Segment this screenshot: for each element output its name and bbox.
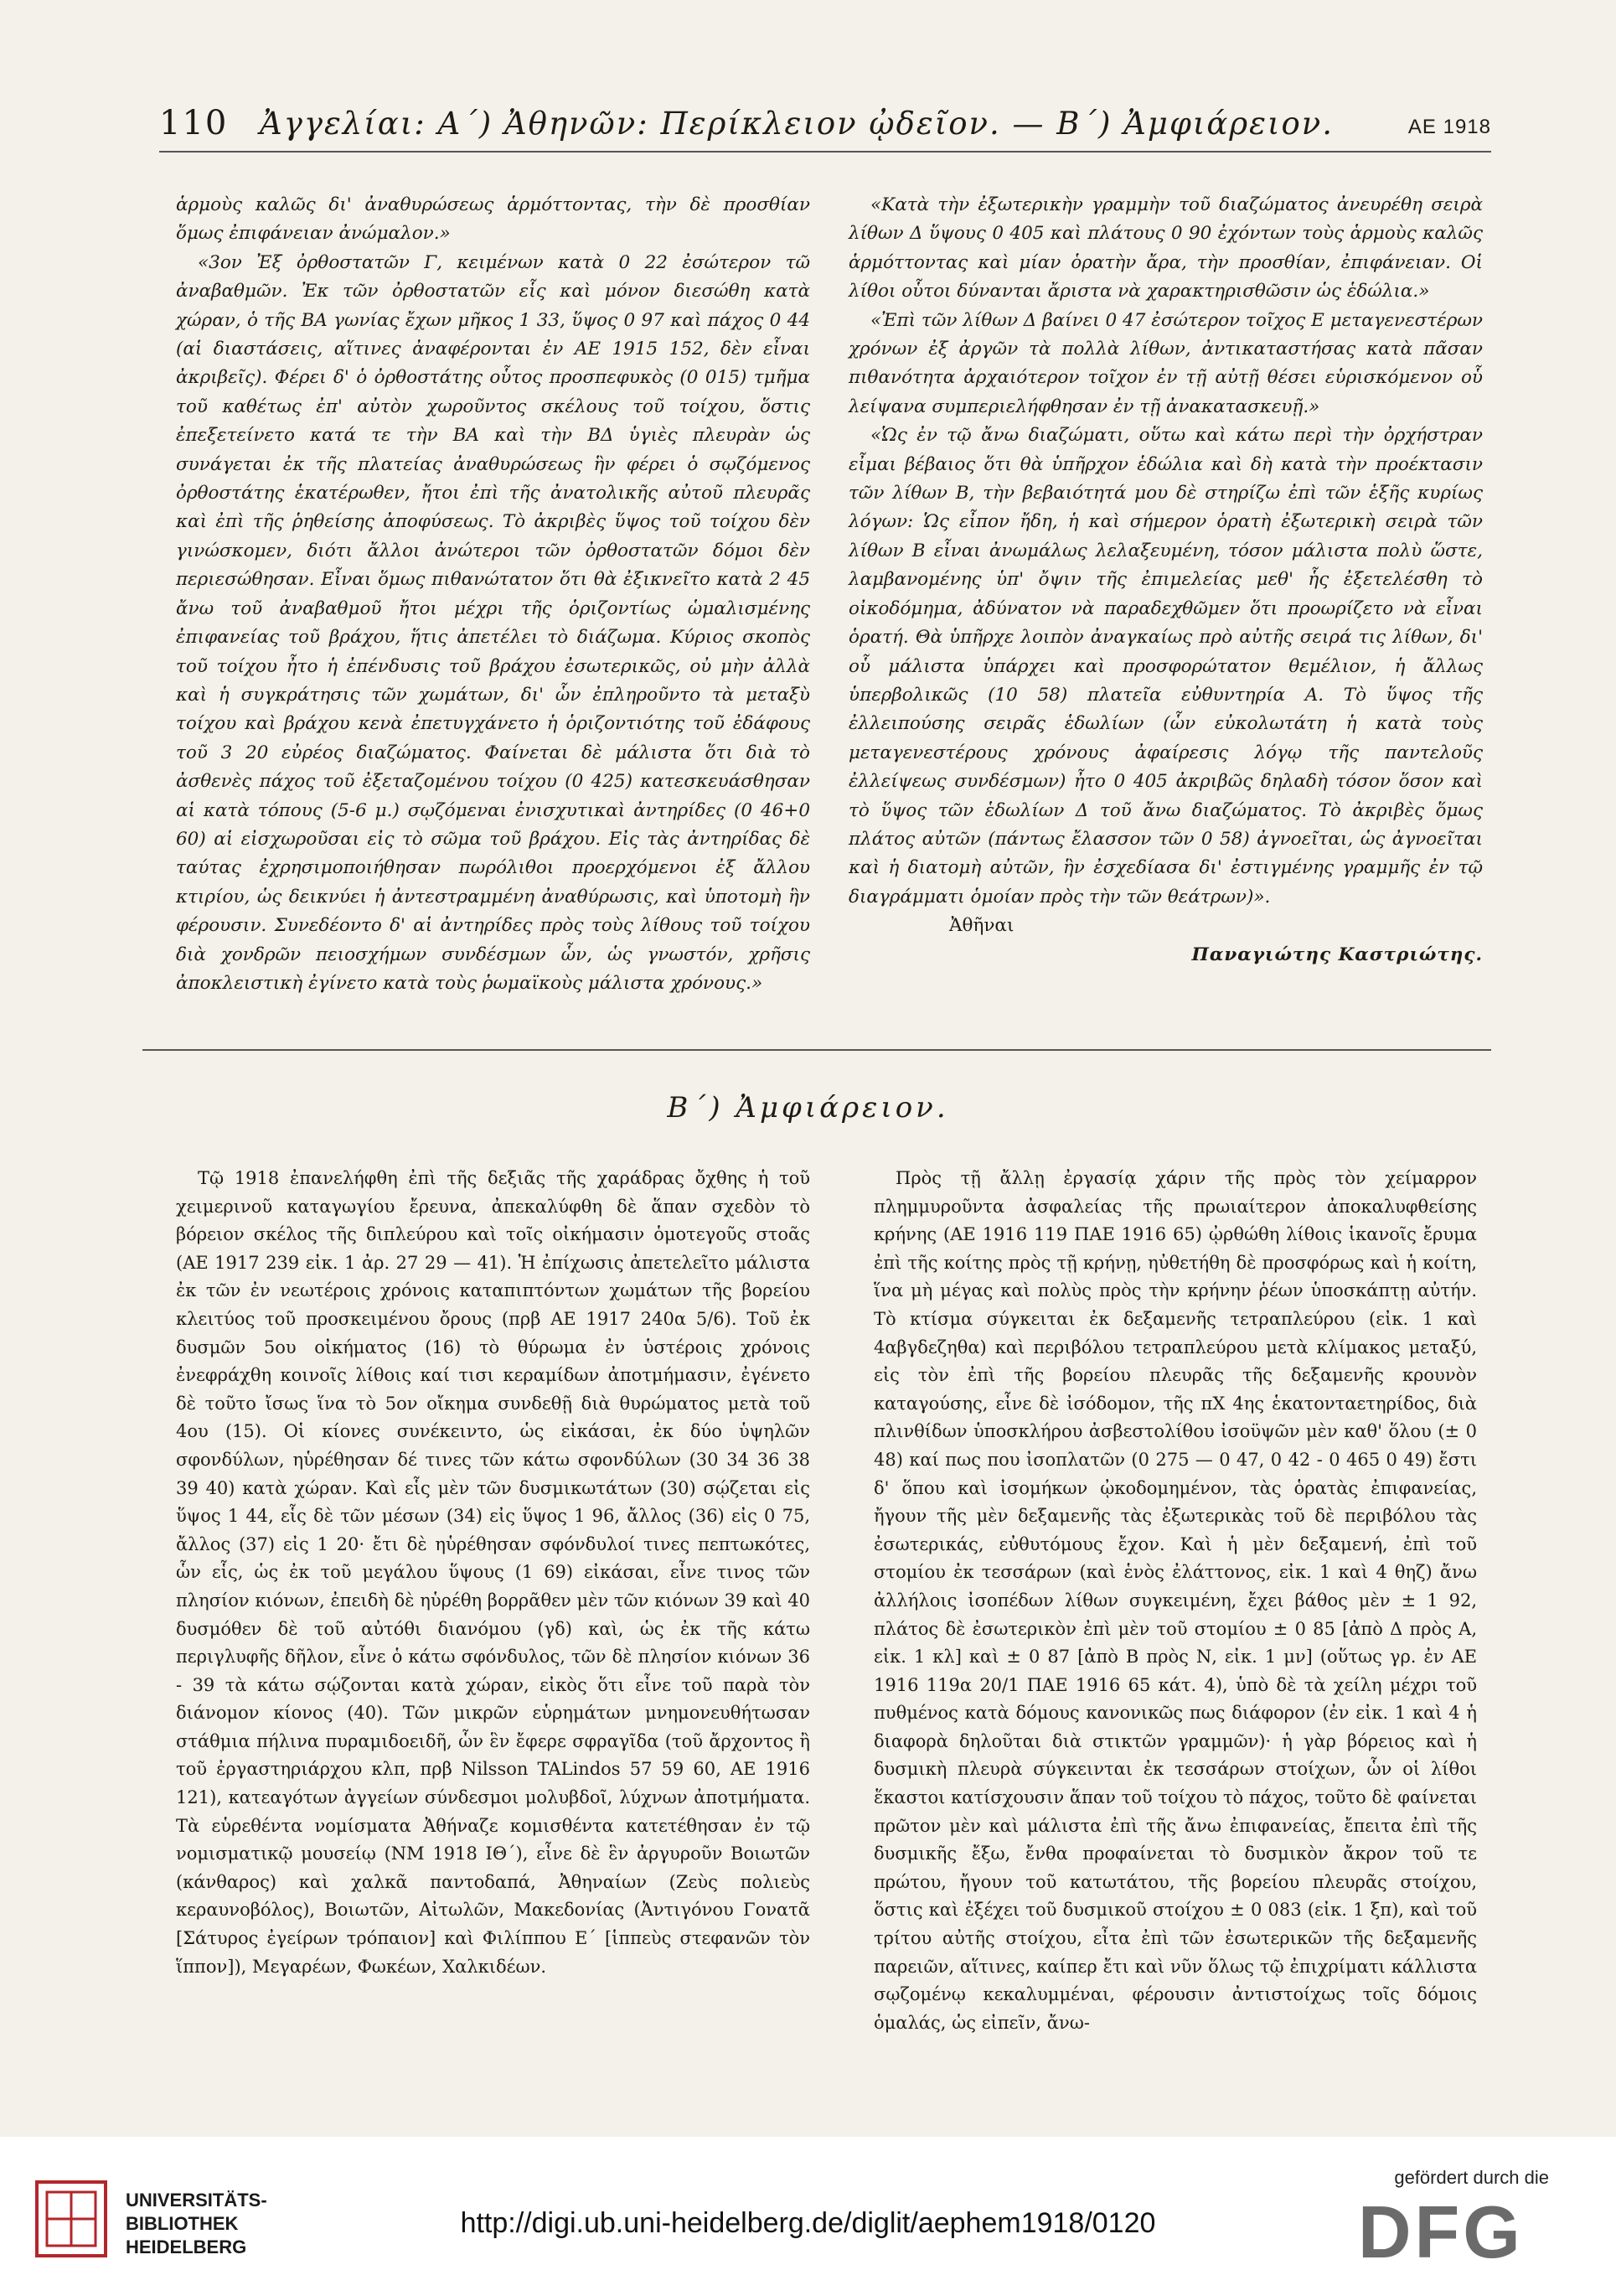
institution-line: HEIDELBERG <box>126 2237 247 2257</box>
institution-line: BIBLIOTHEK <box>126 2213 239 2234</box>
dfg-logo-text: DFG <box>1358 2195 1524 2266</box>
top-right-column <box>849 191 1483 970</box>
section-divider <box>142 1049 1491 1051</box>
dfg-logo-icon <box>1356 2195 1557 2266</box>
page-number: 110 <box>159 104 229 142</box>
bottom-left-column <box>176 1165 810 1981</box>
paragraph: Τῷ 1918 ἐπανελήφθη ἐπὶ τῆς δεξιᾶς τῆς χαράδρας ὄχθης ἡ τοῦ χειμερινοῦ καταγωγίου ἔρευνα, ἀπεκαλύφθη δὲ ἅπαν σχεδὸν τὸ βόρειον σκέλος τῆς διπλεύρου καὶ τοῖς οἰκήμασιν ὁμοτεγοῦς στοᾶς (ΑΕ 1917 239 εἰκ. 1 ἀρ. 27 29 — 41). Ἡ ἐπίχωσις ἀπετελεῖτο μάλιστα ἐκ τῶν ἐν νεωτέροις χρόνοις καταπιπτόντων χωμάτων τῆς βορείου κλειτύος τοῦ προσκειμένου ὄρους (πρβ ΑΕ 1917 240α 5/6). Τοῦ ἐκ δυσμῶν 5ου οἰκήματος (16) τὸ θύρωμα ἐν ὑστέροις χρόνοις ἐνεφράχθη κοινοῖς λίθοις καί τισι κεραμίδων ἀποτμήμασιν, ἐγένετο δὲ τοῦτο ἴσως ἵνα τὸ 5ον οἴκημα συνδεθῇ διὰ θυρώματος μετὰ τοῦ 4ου (15). Οἱ κίονες συνέκειντο, ὡς εἰκάσαι, ἐκ δύο ὑψηλῶν σφονδύλων, ηὑρέθησαν δέ τινες τῶν κάτω σφονδύλων (30 34 36 38 39 40) κατὰ χώραν. Καὶ εἷς μὲν τῶν δυσμικωτάτων (30) σῴζεται εἰς ὕψος 1 44, εἷς δὲ τῶν μέσων (34) εἰς ὕψος 1 96, ἄλλος (36) εἰς 0 75, ἄλλος (37) εἰς 1 20· ἔτι δὲ ηὑρέθησαν σφόνδυλοί τινες πεπτωκότες, ὧν εἷς, ὡς ἐκ τοῦ μεγάλου ὕψους (1 69) εἰκάσαι, εἶνε τινος τῶν πλησίον κιόνων, ἐπειδὴ δὲ ηὑρέθη βορρᾶθεν μὲν τῶν κιόνων 39 καὶ 40 δυσμόθεν δὲ τοῦ αὐτόθι διανόμου (γδ) καὶ, ὡς ἐκ τῆς κάτω περιγλυφῆς δῆλον, εἶνε ὁ κάτω σφόνδυλος, τῶν δὲ πλησίον κιόνων 36 - 39 τὰ κάτω σῴζονται κατὰ χώραν, εἰκὸς ὅτι εἶνε τοῦ παρὰ τὸν διάνομον κίονος (40). Τῶν μικρῶν εὑρημάτων μνημονευθήτωσαν στάθμια πήλινα πυραμιδοειδῆ, ὧν ἓν ἔφερε σφραγῖδα (τοῦ ἄρχοντος ἢ τοῦ ἐργαστηριάρχου κλπ, πρβ Nilsson TALindos 57 59 60, ΑΕ 1916 121), κατεαγότων ἀγγείων σύνδεσμοι μολυβδοῖ, λύχνων ἀποτμήματα. Τὰ εὑρεθέντα νομίσματα Ἀθήναζε κομισθέντα κατετέθησαν ἐν τῷ νομισματικῷ μουσείῳ (ΝΜ 1918 ΙΘ΄), εἶνε δὲ ἓν ἀργυροῦν Βοιωτῶν (κάνθαρος) καὶ χαλκᾶ παντοδαπά, Ἀθηναίων (Ζεὺς πολιεὺς κεραυνοβόλος), Βοιωτῶν, Αἰτωλῶν, Μακεδονίας (Ἀντιγόνου Γονατᾶ [Σάτυρος ἐγείρων τρόπαιον] καὶ Φιλίππου Ε΄ [ἱππεὺς στεφανῶν τὸν ἵππον]), Μεγαρέων, Φωκέων, Χαλκιδέων. <box>176 1168 810 1977</box>
journal-tag: ΑΕ 1918 <box>1407 116 1491 138</box>
section-heading: Β΄) Ἀμφιάρειον. <box>667 1091 949 1125</box>
paragraph: «Κατὰ τὴν ἐξωτερικὴν γραμμὴν τοῦ διαζώματος ἀνευρέθη σειρὰ λίθων Δ ὕψους 0 405 καὶ πλάτους 0 90 ἐχόντων τοὺς ἁρμοὺς καλῶς ἁρμόττοντας καὶ μίαν ὁρατὴν ἄρα, τὴν προσθίαν, ἐπιφάνειαν. Οἱ λίθοι οὗτοι δύνανται ἄριστα νὰ χαρακτηρισθῶσιν ὡς ἑδώλια.» <box>849 194 1483 303</box>
paragraph: ἁρμοὺς καλῶς δι' ἀναθυρώσεως ἁρμόττοντας, τὴν δὲ προσθίαν ὅμως ἐπιφάνειαν ἀνώμαλον.» <box>176 194 810 245</box>
paragraph: «Ὡς ἐν τῷ ἄνω διαζώματι, οὕτω καὶ κάτω περὶ τὴν ὀρχήστραν εἶμαι βέβαιος ὅτι θὰ ὑπῆρχον ἑδώλια καὶ δὴ κατὰ τὴν προέκτασιν τῶν λίθων Β, τὴν βεβαιότητά μου δὲ στηρίζω ἐπὶ τῶν ἑξῆς κυρίως λόγων: Ὡς εἶπον ἤδη, ἡ καὶ σήμερον ὁρατὴ ἐξωτερικὴ σειρὰ τῶν λίθων Β εἶναι ἀνωμάλως λελαξευμένη, τόσον μάλιστα πολὺ ὥστε, λαμβανομένης ὑπ' ὄψιν τῆς ἐπιμελείας μεθ' ἧς ἐξετελέσθη τὸ οἰκοδόμημα, ἀδύνατον νὰ παραδεχθῶμεν ὅτι προωρίζετο νὰ εἶναι ὁρατή. Θὰ ὑπῆρχε λοιπὸν ἀναγκαίως πρὸ αὐτῆς σειρά τις λίθων, δι' οὗ μάλιστα ὑπάρχει καὶ προσφορώτατον θεμέλιον, ἡ ἄλλως ὑπερβολικῶς (10 58) πλατεῖα εὐθυντηρία Α. Τὸ ὕψος τῆς ἐλλειπούσης σειρᾶς ἑδωλίων (ὧν εὐκολωτάτη ἡ κατὰ τοὺς μεταγενεστέρους χρόνους ἀφαίρεσις λόγῳ τῆς παντελοῦς ἐλλείψεως συνδέσμων) ἦτο 0 405 ἀκριβῶς δηλαδὴ τόσον ὅσον καὶ τὸ ὕψος τῶν ἑδωλίων Δ τοῦ ἄνω διαζώματος. Τὸ ἀκριβὲς ὅμως πλάτος αὐτῶν (πάντως ἔλασσον τῶν 0 58) ἀγνοεῖται, ὡς ἀγνοεῖται καὶ ἡ διατομὴ αὐτῶν, ἣν ἐσχεδίασα δι' ἐστιγμένης γραμμῆς ἐν τῷ διαγράμματι ὁμοίαν πρὸς τὴν τῶν θεάτρων)». <box>849 425 1483 908</box>
place-name: Ἀθῆναι <box>949 915 1015 937</box>
paragraph: «Ἐπὶ τῶν λίθων Δ βαίνει 0 47 ἐσώτερον τοῖχος Ε μεταγενεστέρων χρόνων ἐξ ἀργῶν τὰ πολλὰ λίθων, ἀντικαταστήσας κατὰ πᾶσαν πιθανότητα ἀρχαιότερον τοῖχον ἐν τῇ αὐτῇ θέσει εὑρισκόμενον οὗ λείψανα συμπεριελήφθησαν ἐν τῇ ἀνακατασκευῇ.» <box>849 309 1483 417</box>
source-url-link[interactable]: http://digi.ub.uni-heidelberg.de/diglit/aephem1918/0120 <box>460 2207 1156 2239</box>
funded-by-label: gefördert durch die <box>1394 2167 1549 2188</box>
author-signature: Παναγιώτης Καστριώτης. <box>1191 944 1483 965</box>
institution-line: UNIVERSITÄTS- <box>126 2190 267 2211</box>
bottom-right-column <box>874 1165 1477 2037</box>
paragraph: Πρὸς τῇ ἄλλῃ ἐργασίᾳ χάριν τῆς πρὸς τὸν χείμαρρον πλημμυροῦντα ἀσφαλείας τῆς πρωιαίτερον ἀποκαλυφθείσης κρήνης (ΑΕ 1916 119 ΠΑΕ 1916 65) ᾠρθώθη λίθοις ἱκανοῖς ἔρυμα ἐπὶ τῆς κοίτης πρὸς τῇ κρήνῃ, ηὐθετήθη δὲ προσφόρως καὶ ἡ κοίτη, ἵνα μὴ μέγας καὶ πολὺς πρὸς τὴν κρήνην ῥέων ὑποσκάπτῃ αὐτήν. Τὸ κτίσμα σύγκειται ἐκ δεξαμενῆς τετραπλεύρου (εἰκ. 1 καὶ 4αβγδεζηθα) καὶ περιβόλου τετραπλεύρου μετὰ κλίμακος μεταξύ, εἰς τὸν ἐπὶ τῆς βορείου πλευρᾶς τῆς δεξαμενῆς κρουνὸν καταγούσης, εἶνε δὲ ἰσόδομον, τῆς πΧ 4ης ἑκατονταετηρίδος, διὰ πλινθίδων ὑποσκλήρου ἀσβεστολίθου ἰσοϋψῶν μὲν καθ' ὅλου (± 0 48) καί πως που ἰσοπλατῶν (0 275 — 0 47, 0 42 - 0 465 0 49) ἔστι δ' ὅπου καὶ ἰσομήκων ᾠκοδομημένον, τὰς ὁρατὰς ἐπιφανείας, ἤγουν τῆς μὲν δεξαμενῆς τὰς ἐξωτερικὰς τοῦ δὲ περιβόλου τὰς ἐσωτερικάς, εὐθυτόμους ἔχον. Καὶ ἡ μὲν δεξαμενή, ἐπὶ τοῦ στομίου ἐκ τεσσάρων (καὶ ἑνὸς ἐλάττονος, εἰκ. 1 καὶ 4 θηζ) ἄνω ἀλλήλοις ἰσοπέδων λίθων συγκειμένη, ἔχει βάθος μὲν ± 1 92, πλάτος δὲ ἐσωτερικὸν ἐπὶ μὲν τοῦ στομίου ± 0 85 [ἀπὸ Δ πρὸς Α, εἰκ. 1 κλ] καὶ ± 0 87 [ἀπὸ Β πρὸς Ν, εἰκ. 1 μν] (οὕτως γρ. ἐν ΑΕ 1916 119α 20/1 ΠΑΕ 1916 65 κάτ. 4), ὑπὸ δὲ τὰ χείλη μέχρι τοῦ πυθμένος κατὰ δόμους κανονικῶς πως διάφορον (ἐν εἰκ. 1 καὶ 4 ἡ διαφορὰ δηλοῦται διὰ στικτῶν γραμμῶν)· ἡ γὰρ βόρειος καὶ ἡ δυσμικὴ πλευρὰ σύγκεινται ἐκ τεσσάρων στοίχων, ὧν οἱ λίθοι ἕκαστοι κατίσχουσιν ἅπαν τοῦ τοίχου τὸ πάχος, τοῦτο δὲ φαίνεται πρῶτον μὲν καὶ μάλιστα ἐπὶ τῆς ἄνω ἐπιφανείας, ἔπειτα ἐπὶ τῆς δυσμικῆς ἔξω, ἔνθα προφαίνεται τὸ δυσμικὸν ἄκρον τοῦ τε πρώτου, ἤγουν τοῦ κατωτάτου, τῆς βορείου πλευρᾶς στοίχου, ὅστις καὶ ἐξέχει τοῦ δυσμικοῦ στοίχου ± 0 083 (εἰκ. 1 ξπ), καὶ τοῦ τρίτου αὐτῆς στοίχου, εἶτα ἐπὶ τῶν ἐσωτερικῶν τῆς δεξαμενῆς παρειῶν, αἵτινες, καίπερ ἔτι καὶ νῦν ὅλως τῷ ἐπιχρίματι κάλλιστα σῳζομένῳ κεκαλυμμέναι, φέρουσιν ἀντιστοίχως τοῖς δόμοις ὁμαλάς, ὡς εἰπεῖν, ἄνω- <box>874 1168 1477 2033</box>
footer-bar <box>0 2137 1616 2296</box>
page-header <box>159 101 1491 153</box>
top-left-column <box>176 191 810 998</box>
running-title: Ἀγγελίαι: Α΄) Ἀθηνῶν: Περίκλειον ᾠδεῖον. — Β΄) Ἀμφιάρειον. <box>260 106 1334 142</box>
paragraph: «3ον Ἐξ ὀρθοστατῶν Γ, κειμένων κατὰ 0 22 ἐσώτερον τῶ ἀναβαθμῶν. Ἐκ τῶν ὀρθοστατῶν εἷς καὶ μόνον διεσώθη κατὰ χώραν, ὁ τῆς ΒΑ γωνίας ἔχων μῆκος 1 33, ὕψος 0 97 καὶ πάχος 0 44 (αἱ διαστάσεις, αἵτινες ἀναφέρονται ἐν ΑΕ 1915 152, δὲν εἶναι ἀκριβεῖς). Φέρει δ' ὁ ὀρθοστάτης οὗτος προσπεφυκὸς (0 015) τμῆμα τοῦ καθέτως ἐπ' αὐτὸν χωροῦντος σκέλους τοῦ τοίχου, ὅστις ἐπεξετείνετο κατά τε τὴν ΒΑ καὶ τὴν ΒΔ ὑγιὲς πλευρὰν ὡς συνάγεται ἐκ τῆς πλατείας ἀναθυρώσεως ἣν φέρει ὁ σῳζόμενος ὀρθοστάτης ἑκατέρωθεν, ἤτοι ἐπὶ τῆς ἀνατολικῆς αὐτοῦ πλευρᾶς καὶ ἐπὶ τῆς ῥηθείσης ἀποφύσεως. Τὸ ἀκριβὲς ὕψος τοῦ τοίχου δὲν γινώσκομεν, διότι ἄλλοι ἀνώτεροι τῶν ὀρθοστατῶν δόμοι δὲν περιεσώθησαν. Εἶναι ὅμως πιθανώτατον ὅτι θὰ ἐξικνεῖτο κατὰ 2 45 ἄνω τοῦ ἀναβαθμοῦ ἤτοι μέχρι τῆς ὁριζοντίως ὡμαλισμένης ἐπιφανείας τοῦ βράχου, ἥτις ἀπετέλει τὸ διάζωμα. Κύριος σκοπὸς τοῦ τοίχου ἦτο ἡ ἐπένδυσις τοῦ βράχου ἐσωτερικῶς, οὐ μὴν ἀλλὰ καὶ ἡ συγκράτησις τῶν χωμάτων, δι' ὧν ἐπληροῦντο τὰ μεταξὺ τοίχου καὶ βράχου κενὰ ἐπετυγχάνετο ἡ ὁριζοντιότης τοῦ ἐδάφους τοῦ 3 20 εὐρέος διαζώματος. Φαίνεται δὲ μάλιστα ὅτι διὰ τὸ ἀσθενὲς πάχος τοῦ ἐξεταζομένου τοίχου (0 425) κατεσκευάσθησαν αἱ κατὰ τόπους (5-6 μ.) σῳζόμεναι ἐνισχυτικαὶ ἀντηρίδες (0 46+0 60) αἱ εἰσχωροῦσαι εἰς τὸ σῶμα τοῦ βράχου. Εἰς τὰς ἀντηρίδας δὲ ταύτας ἐχρησιμοποιήθησαν πωρόλιθοι προερχόμενοι ἐξ ἄλλου κτιρίου, ὡς δεικνύει ἡ ἀντεστραμμένη ἀναθύρωσις, καὶ ὑποτομὴ ἣν φέρουσιν. Συνεδέοντο δ' αἱ ἀντηρίδες πρὸς τοὺς λίθους τοῦ τοίχου διὰ χονδρῶν πειοσχήμων συνδέσμων ὧν, ὡς γνωστόν, χρῆσις ἀποκλειστικὴ ἐγίνετο κατὰ τοὺς ῥωμαϊκοὺς μάλιστα χρόνους.» <box>176 251 810 994</box>
